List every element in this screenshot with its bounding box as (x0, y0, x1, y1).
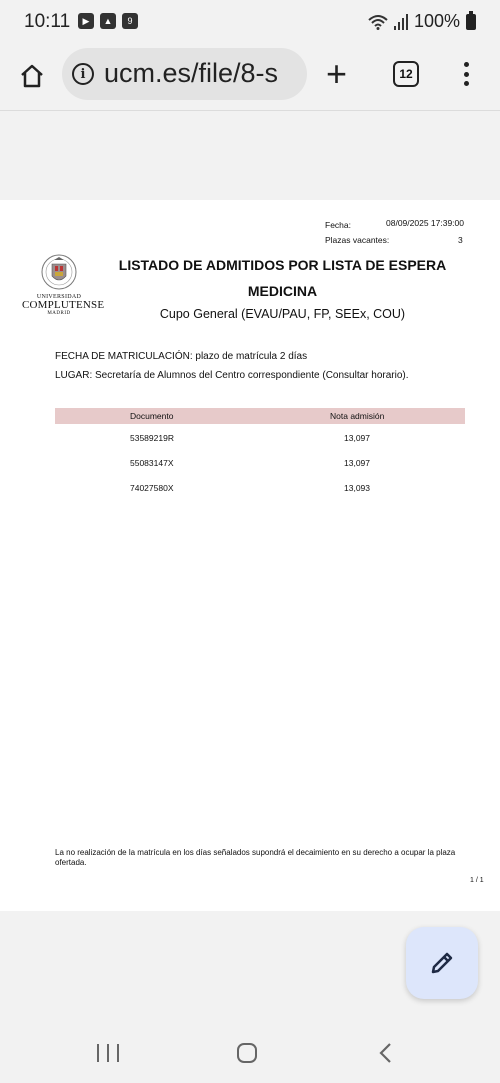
table-cell-documento: 55083147X (130, 458, 174, 468)
page-number: 1 / 1 (470, 877, 484, 884)
calendar-badge-icon: 9 (122, 13, 138, 29)
fecha-label: Fecha: (325, 220, 351, 230)
table-cell-documento: 53589219R (130, 433, 174, 443)
battery-icon (466, 14, 476, 30)
fecha-value: 08/09/2025 17:39:00 (386, 218, 464, 228)
table-cell-nota: 13,097 (344, 458, 370, 468)
video-call-icon: ▶ (78, 13, 94, 29)
more-menu-button[interactable] (464, 62, 470, 86)
table-cell-nota: 13,093 (344, 483, 370, 493)
status-time: 10:11 (24, 11, 71, 32)
nav-home-button[interactable] (237, 1043, 257, 1063)
pencil-icon (429, 950, 455, 976)
menu-dot-icon (464, 72, 469, 77)
url-text[interactable]: ucm.es/file/8-s (104, 58, 279, 88)
ucm-logo (22, 252, 105, 322)
logo-line-universidad: UNIVERSIDAD (36, 294, 82, 300)
logo-line-madrid: MADRID (47, 311, 71, 316)
notification-icons (78, 13, 138, 29)
document-title: LISTADO DE ADMITIDOS POR LISTA DE ESPERA (118, 257, 447, 273)
footer-note: La no realización de la matrícula en los días señalados supondrá el decaimiento en su derecho a ocupar la plaza ofertada. (55, 848, 456, 867)
status-bar (0, 0, 500, 44)
new-tab-button[interactable]: + (326, 53, 348, 94)
plazas-value: 3 (458, 235, 463, 245)
quota-subtitle: Cupo General (EVAU/PAU, FP, SEEx, COU) (159, 307, 406, 321)
logo-line-complutense: COMPLUTENSE (22, 299, 105, 311)
signal-icon (394, 14, 408, 30)
pdf-page (0, 200, 500, 911)
enrollment-date-line: FECHA DE MATRICULACIÓN: plazo de matrícula 2 días (55, 351, 308, 362)
back-button[interactable] (378, 1042, 392, 1064)
status-right (368, 11, 476, 32)
battery-percent: 100% (413, 11, 460, 31)
table-cell-documento: 74027580X (130, 483, 174, 493)
table-cell-nota: 13,097 (344, 433, 370, 443)
recent-apps-button[interactable] (97, 1044, 119, 1062)
plazas-label: Plazas vacantes: (325, 235, 390, 245)
menu-dot-icon (464, 81, 469, 86)
info-icon[interactable]: i (72, 63, 94, 85)
system-nav-bar (0, 1020, 500, 1083)
home-icon (19, 63, 45, 89)
home-button[interactable] (16, 60, 48, 92)
location-line: LUGAR: Secretaría de Alumnos del Centro correspondiente (Consultar horario). (55, 370, 409, 381)
tab-switcher-button[interactable]: 12 (393, 61, 419, 87)
wifi-icon (368, 14, 388, 30)
address-bar[interactable] (62, 48, 307, 100)
column-header-nota: Nota admisión (330, 411, 385, 421)
column-header-documento: Documento (130, 411, 174, 421)
image-icon: ▲ (100, 13, 116, 29)
browser-toolbar (0, 44, 500, 111)
ucm-crest-icon (41, 252, 77, 292)
edit-fab-button[interactable] (406, 927, 478, 999)
menu-dot-icon (464, 62, 469, 67)
table-header (55, 408, 465, 424)
degree-title: MEDICINA (247, 283, 318, 299)
